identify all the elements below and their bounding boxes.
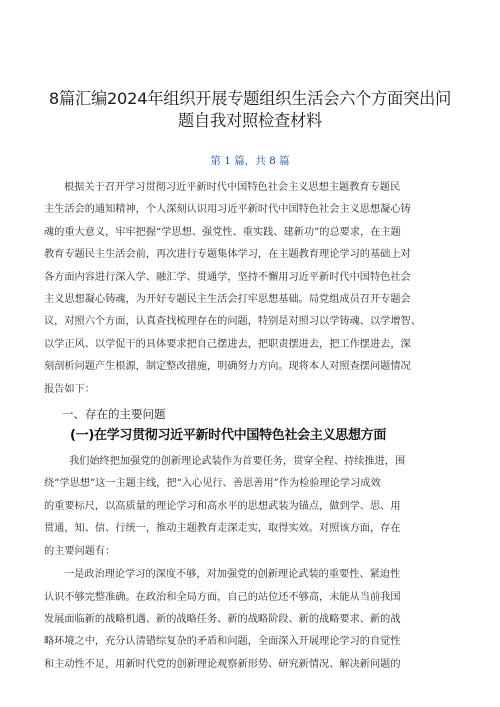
text-line: 发展面临新的战略机遇、新的战略任务、新的战略阶段、新的战略要求、新的战	[44, 613, 401, 625]
intro-paragraph	[44, 177, 456, 401]
text-line: 以学正风、以学促干的具体要求把自己摆进去，把职责摆进去，把工作摆进去，深	[44, 338, 411, 350]
section-paragraph	[44, 451, 456, 563]
text-line: 的重要标尺，以高质量的理论学习和高水平的思想武装为锚点，做到学、思、用	[44, 500, 401, 512]
problem-paragraph	[44, 564, 456, 676]
text-line: 的主要问题有：	[44, 545, 116, 557]
text-line: 报告如下：	[44, 383, 95, 395]
document-title	[44, 0, 456, 132]
text-line: 认识不够完整准确。在政治和全局方面，自己的站位还不够高，未能从当前我国	[44, 591, 401, 603]
title-line: 8篇汇编2024年组织开展专题组织生活会六个方面突出问	[48, 89, 452, 108]
section-heading: 一、存在的主要问题	[62, 407, 166, 422]
text-line: 一是政治理论学习的深度不够，对加强党的创新理论武装的重要性、紧迫性	[64, 569, 401, 581]
text-line: 和主动性不足，用新时代党的创新理论观察新形势、研究新情况、解决新问题的	[44, 658, 401, 670]
page-indicator: 第 1 篇，共 8 篇	[210, 155, 290, 167]
text-line: 主义思想凝心铸魂，为开好专题民主生活会打牢思想基础。局党组成员召开专题会	[44, 294, 411, 306]
text-line: 魂的重大意义，牢牢把握“学思想、强党性、重实践、建新功”的总要求，在主题	[44, 226, 401, 238]
text-line: 我们始终把加强党的创新理论武装作为首要任务，贯穿全程、持续推进，围	[69, 456, 406, 468]
text-line: 议，对照六个方面，认真查找梳理存在的问题，特别是对照习以学铸魂、以学增智、	[44, 316, 421, 328]
text-line: 主生活会的通知精神，个人深刻认识用习近平新时代中国特色社会主义思想凝心铸	[44, 204, 411, 216]
text-line: 绕“学思想”这一主题主线，把“入心见行、善思善用”作为检验理论学习成效	[44, 478, 381, 490]
subsection-heading: (一)在学习贯彻习近平新时代中国特色社会主义思想方面	[70, 428, 387, 444]
text-line: 各方面内容进行深入学、融汇学、贯通学，坚持不懈用习近平新时代中国特色社会	[44, 271, 411, 283]
text-line: 略环境之中，充分认清错综复杂的矛盾和问题，全面深入开展理论学习的自觉性	[44, 636, 401, 648]
title-line: 题自我对照检查材料	[178, 111, 322, 130]
text-line: 贯通，知、信、行统一，推动主题教育走深走实，取得实效。对照该方面，存在	[44, 523, 401, 535]
text-line: 教育专题民主生活会前，再次进行专题集体学习，在主题教育理论学习的基础上对	[44, 249, 411, 261]
text-line: 刻剖析问题产生根源，制定整改措施，明确努力方向。现将本人对照查摆问题情况	[44, 361, 411, 373]
text-line: 根据关于召开学习贯彻习近平新时代中国特色社会主义思想主题教育专题民	[64, 182, 401, 193]
